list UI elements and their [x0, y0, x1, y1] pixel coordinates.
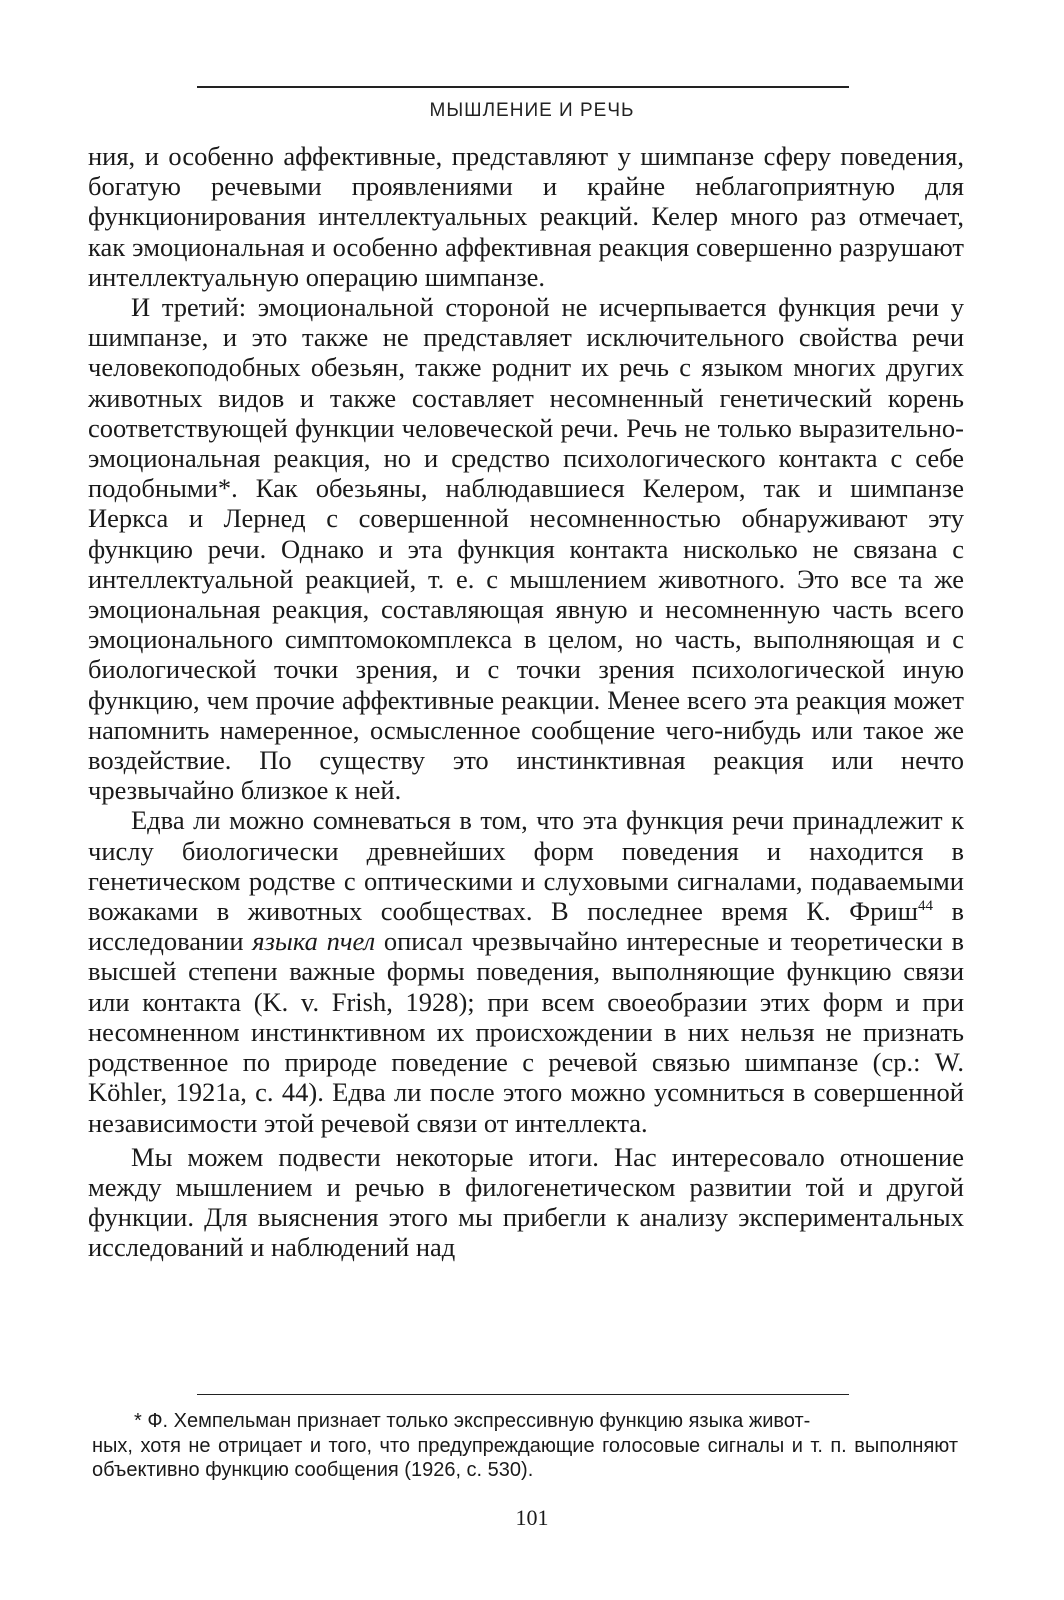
footnote-line1: Ф. Хемпельман признает только экспрессивную функцию языка живот-: [141, 1410, 811, 1432]
header-rule: [197, 86, 849, 88]
paragraph-2: [88, 292, 964, 805]
paragraph-3-text-a: Едва ли можно сомневаться в том, что эта функция речи принадлежит к числу биологически древнейших форм поведения и находится в генетическом родстве с оптическими и слуховыми сигналами, подаваемыми вожаками в животных сообществах. В последнее время К. Фриш: [88, 805, 964, 927]
paragraph-4: [88, 1142, 964, 1263]
footnote-rest: ных, хотя не отрицает и того, что предупреждающие голосовые сигналы и т. п. выполняют объективно функцию сообщения (1926, с. 530).: [92, 1434, 958, 1481]
paragraph-2-text-b: . Как обезьяны, наблюдавшиеся Келером, так и шимпанзе Иеркса и Лернед с совершенной несомненностью обнаруживают эту функцию речи. Однако и эта функция контакта нисколько не связана с интеллектуальной реакцией, т. е. с мышлением животного. Это все та же эмоциональная реакция, составляющая явную и несомненную часть всего эмоционального симптомокомплекса в целом, но часть, выполняющая и с биологической точки зрения, и с точки зрения психологической иную функцию, чем прочие аффективные реакции. Менее всего эта реакция может напомнить намеренное, осмысленное сообщение чего-нибудь или такое же воздействие. По существу это инстинктивная реакция или нечто чрезвычайно близкое к ней.: [88, 473, 964, 806]
footnote-marker: *: [134, 1410, 142, 1432]
paragraph-1: [88, 141, 964, 292]
footnote-first-line: [92, 1409, 958, 1434]
paragraph-2-text-a: И третий: эмоциональной стороной не исчерпывается функция речи у шимпанзе, и это также не представляет исключительного свойства речи человекоподобных обезьян, также роднит их речь с языком многих других животных видов и также составляет несомненный генетический корень соответствующей функции человеческой речи. Речь не только выразительно-эмоциональная реакция, но и средство психологического контакта с себе подобными: [88, 292, 964, 504]
paragraph-3-text-c: описал чрезвычайно интересные и теоретически в высшей степени важные формы поведения, выполняющие функцию связи или контакта (K. v. Frish, 1928); при всем своеобразии этих форм и при несомненном инстинктивном их происхождении в них нельзя не признать родственное по природе поведение с речевой связью шимпанзе (ср.: W. Köhler, 1921а, с. 44). Едва ли после этого можно усомниться в совершенной независимости этой речевой связи от интеллекта.: [88, 926, 965, 1138]
paragraph-3-text-b: в исследовании: [88, 896, 964, 957]
footnote-rule: [197, 1394, 849, 1395]
footnote-mark[interactable]: *: [217, 473, 232, 504]
main-text: [88, 141, 964, 1263]
paragraph-1-text: ния, и особенно аффективные, представляют у шимпанзе сферу поведения, богатую речевыми проявлениями и крайне неблагоприятную для функционирования интеллектуальных реакций. Келер много раз отмечает, как эмоциональная и особенно аффективная реакция совершенно разрушают интеллектуальную операцию шимпанзе.: [88, 141, 964, 292]
footnote: [92, 1409, 958, 1483]
paragraph-3: [88, 805, 964, 1137]
page-number: 101: [515, 1505, 549, 1530]
italic-phrase: языка пчел: [252, 926, 376, 957]
endnote-reference[interactable]: 44: [917, 898, 933, 915]
running-title: МЫШЛЕНИЕ И РЕЧЬ: [429, 100, 635, 121]
paragraph-4-text: Мы можем подвести некоторые итоги. Нас интересовало отношение между мышлением и речью в филогенетическом развитии той и другой функции. Для выяснения этого мы прибегли к анализу экспериментальных исследований и наблюдений над: [88, 1141, 964, 1263]
